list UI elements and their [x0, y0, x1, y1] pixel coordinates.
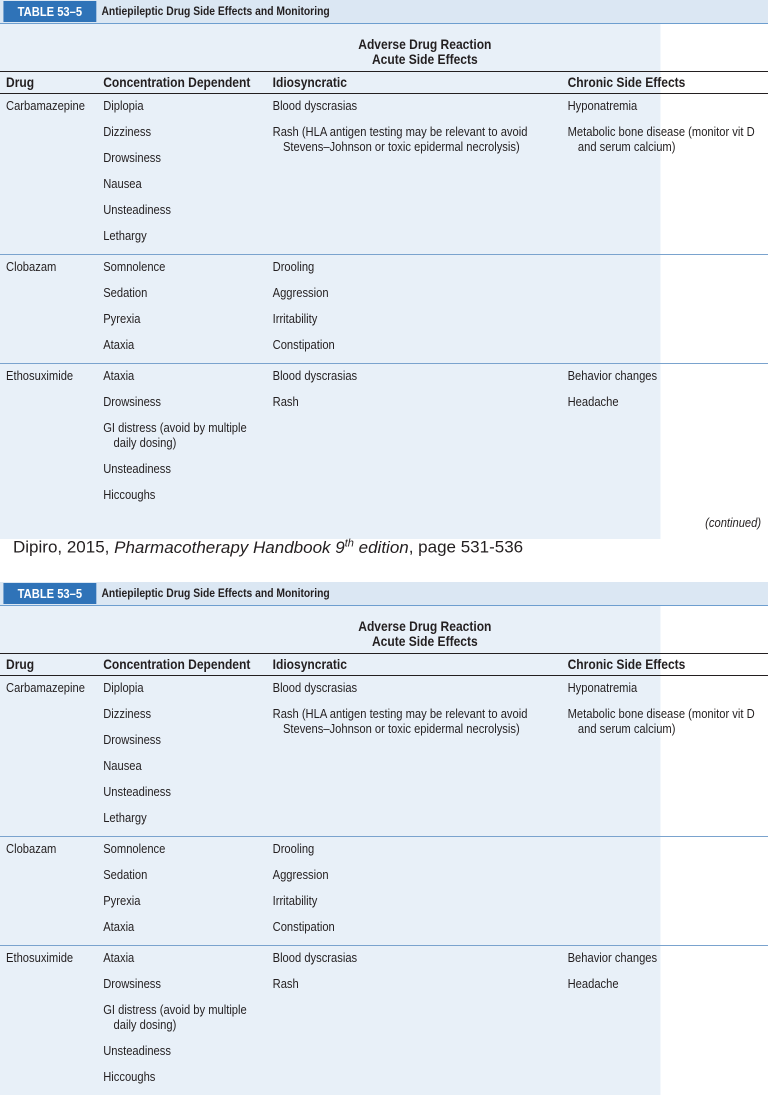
citation-caption — [13, 537, 523, 558]
concentration-item: Unsteadiness — [103, 1043, 171, 1058]
concentration-item: Drowsiness — [103, 732, 161, 747]
caption-sup: th — [344, 537, 354, 549]
idiosyncratic-item: Rash — [272, 976, 299, 991]
table-row — [0, 94, 768, 255]
caption-book: Pharmacotherapy Handbook 9 — [114, 537, 345, 557]
idiosyncratic-item: Drooling — [272, 259, 315, 274]
col-idiosyncratic: Idiosyncratic — [272, 656, 347, 672]
concentration-item: Diplopia — [103, 680, 144, 695]
chronic-item: Headache — [567, 394, 619, 409]
concentration-item: GI distress (avoid by multiple daily dosing) — [103, 1002, 247, 1032]
column-headers — [0, 71, 768, 94]
concentration-item: Unsteadiness — [103, 461, 171, 476]
col-drug: Drug — [6, 656, 35, 672]
idiosyncratic-item: Blood dyscrasias — [272, 368, 358, 383]
table-label: TABLE 53–5 — [3, 1, 96, 22]
concentration-item: Lethargy — [103, 810, 147, 825]
concentration-item: Unsteadiness — [103, 202, 171, 217]
table-title-bar — [0, 582, 768, 606]
concentration-item: Diplopia — [103, 98, 144, 113]
col-drug: Drug — [6, 74, 35, 90]
drug-cell — [0, 676, 103, 836]
table-copy-1 — [0, 0, 762, 539]
drug-cell — [0, 946, 103, 1095]
concentration-cell — [103, 946, 272, 1095]
idiosyncratic-item: Constipation — [272, 337, 335, 352]
concentration-item: Ataxia — [103, 919, 135, 934]
concentration-item: Drowsiness — [103, 150, 161, 165]
idiosyncratic-cell — [273, 676, 568, 836]
table-body — [0, 94, 768, 513]
chronic-item: Metabolic bone disease (monitor vit D and serum calcium) — [567, 706, 755, 736]
concentration-item: Hiccoughs — [103, 1069, 156, 1084]
concentration-item: Unsteadiness — [103, 784, 171, 799]
idiosyncratic-item: Blood dyscrasias — [272, 98, 358, 113]
col-concentration: Concentration Dependent — [103, 656, 251, 672]
concentration-item: GI distress (avoid by multiple daily dosing) — [103, 420, 247, 450]
concentration-item: Ataxia — [103, 950, 135, 965]
idiosyncratic-item: Blood dyscrasias — [272, 950, 358, 965]
concentration-item: Pyrexia — [103, 893, 141, 908]
idiosyncratic-cell — [273, 94, 568, 254]
concentration-item: Lethargy — [103, 228, 147, 243]
concentration-cell — [103, 364, 272, 513]
concentration-item: Ataxia — [103, 337, 135, 352]
chronic-item: Behavior changes — [567, 368, 658, 383]
chronic-cell — [568, 364, 768, 513]
table-body — [0, 676, 768, 1095]
concentration-item: Drowsiness — [103, 394, 161, 409]
table-label: TABLE 53–5 — [3, 583, 96, 604]
column-headers — [0, 653, 768, 676]
chronic-item: Metabolic bone disease (monitor vit D and serum calcium) — [567, 124, 755, 154]
col-chronic: Chronic Side Effects — [567, 74, 686, 90]
drug-cell — [0, 837, 103, 945]
drug-name: Ethosuximide — [6, 368, 74, 383]
drug-cell — [0, 94, 103, 254]
concentration-item: Somnolence — [103, 259, 166, 274]
chronic-item: Behavior changes — [567, 950, 658, 965]
concentration-cell — [103, 676, 272, 836]
table-row — [0, 676, 768, 837]
header-line-2: Acute Side Effects — [371, 633, 478, 649]
chronic-item: Hyponatremia — [567, 98, 638, 113]
idiosyncratic-item: Aggression — [272, 867, 329, 882]
table-row — [0, 837, 768, 946]
table-row — [0, 255, 768, 364]
drug-name: Carbamazepine — [6, 680, 85, 695]
adverse-reaction-header — [0, 24, 768, 71]
continued-note: (continued) — [705, 515, 762, 530]
concentration-item: Ataxia — [103, 368, 135, 383]
col-concentration: Concentration Dependent — [103, 74, 251, 90]
table-title: Antiepileptic Drug Side Effects and Monitoring — [101, 4, 330, 18]
table-row — [0, 946, 768, 1095]
drug-name: Clobazam — [6, 259, 57, 274]
idiosyncratic-item: Drooling — [272, 841, 315, 856]
table-title-bar — [0, 0, 768, 24]
concentration-item: Hiccoughs — [103, 487, 156, 502]
concentration-item: Somnolence — [103, 841, 166, 856]
concentration-item: Dizziness — [103, 124, 152, 139]
drug-cell — [0, 364, 103, 513]
col-idiosyncratic: Idiosyncratic — [272, 74, 347, 90]
idiosyncratic-cell — [273, 837, 568, 945]
chronic-item: Hyponatremia — [567, 680, 638, 695]
concentration-item: Pyrexia — [103, 311, 141, 326]
drug-cell — [0, 255, 103, 363]
concentration-item: Sedation — [103, 285, 148, 300]
chronic-cell — [568, 837, 768, 945]
idiosyncratic-item: Rash — [272, 394, 299, 409]
header-line-1: Adverse Drug Reaction — [358, 618, 492, 634]
drug-name: Ethosuximide — [6, 950, 74, 965]
concentration-item: Dizziness — [103, 706, 152, 721]
col-chronic: Chronic Side Effects — [567, 656, 686, 672]
concentration-item: Nausea — [103, 758, 142, 773]
chronic-item: Headache — [567, 976, 619, 991]
concentration-cell — [103, 837, 272, 945]
table-title: Antiepileptic Drug Side Effects and Monitoring — [101, 586, 330, 600]
concentration-cell — [103, 94, 272, 254]
idiosyncratic-cell — [273, 255, 568, 363]
idiosyncratic-item: Blood dyscrasias — [272, 680, 358, 695]
adverse-reaction-header — [0, 606, 768, 653]
table-copy-2 — [0, 582, 755, 1095]
caption-book-suffix: edition — [353, 537, 409, 557]
idiosyncratic-item: Rash (HLA antigen testing may be relevant to avoid Stevens–Johnson or toxic epidermal necrolysis) — [272, 124, 528, 154]
table-row — [0, 364, 768, 513]
concentration-item: Drowsiness — [103, 976, 161, 991]
concentration-cell — [103, 255, 272, 363]
chronic-cell — [568, 94, 768, 254]
chronic-cell — [568, 676, 768, 836]
concentration-item: Nausea — [103, 176, 142, 191]
header-line-1: Adverse Drug Reaction — [358, 36, 492, 52]
drug-name: Clobazam — [6, 841, 57, 856]
caption-prefix: Dipiro, 2015, — [13, 537, 115, 557]
idiosyncratic-item: Irritability — [272, 311, 318, 326]
chronic-cell — [568, 255, 768, 363]
idiosyncratic-item: Constipation — [272, 919, 335, 934]
idiosyncratic-item: Aggression — [272, 285, 329, 300]
idiosyncratic-item: Rash (HLA antigen testing may be relevant to avoid Stevens–Johnson or toxic epidermal necrolysis) — [272, 706, 528, 736]
chronic-cell — [568, 946, 768, 1095]
idiosyncratic-cell — [273, 364, 568, 513]
caption-suffix: , page 531-536 — [408, 537, 524, 557]
drug-name: Carbamazepine — [6, 98, 85, 113]
idiosyncratic-cell — [273, 946, 568, 1095]
header-line-2: Acute Side Effects — [371, 51, 478, 67]
idiosyncratic-item: Irritability — [272, 893, 318, 908]
concentration-item: Sedation — [103, 867, 148, 882]
